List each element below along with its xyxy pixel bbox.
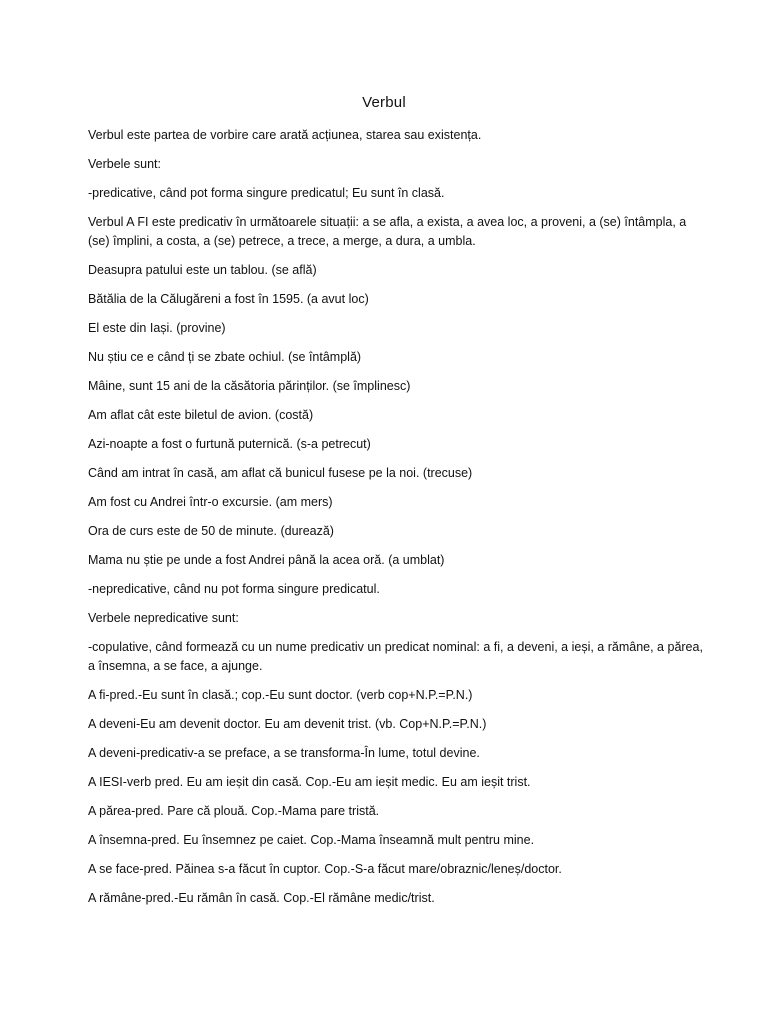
paragraph: Bătălia de la Călugăreni a fost în 1595. (a avut loc) [88, 292, 369, 306]
paragraph: -predicative, când pot forma singure predicatul; Eu sunt în clasă. [88, 186, 445, 200]
paragraph: Azi-noapte a fost o furtună puternică. (s-a petrecut) [88, 437, 371, 451]
document-title: Verbul [362, 94, 406, 111]
paragraph: -copulative, când formează cu un nume predicativ un predicat nominal: a fi, a deveni, a ieși, a rămâne, a părea, a însemna, a se face, a ajunge. [88, 640, 703, 673]
paragraph: Mâine, sunt 15 ani de la căsătoria părinților. (se împlinesc) [88, 379, 411, 393]
paragraph: Verbele nepredicative sunt: [88, 611, 239, 625]
paragraph: A fi-pred.-Eu sunt în clasă.; cop.-Eu sunt doctor. (verb cop+N.P.=P.N.) [88, 688, 473, 702]
paragraph: Deasupra patului este un tablou. (se află) [88, 263, 317, 277]
paragraph: Am fost cu Andrei într-o excursie. (am mers) [88, 495, 333, 509]
paragraph: -nepredicative, când nu pot forma singure predicatul. [88, 582, 380, 596]
paragraph: Ora de curs este de 50 de minute. (durează) [88, 524, 334, 538]
paragraph: Verbul este partea de vorbire care arată acțiunea, starea sau existența. [88, 128, 482, 142]
paragraph: Verbele sunt: [88, 157, 161, 171]
paragraph: A deveni-Eu am devenit doctor. Eu am devenit trist. (vb. Cop+N.P.=P.N.) [88, 717, 487, 731]
paragraph: A IESI-verb pred. Eu am ieșit din casă. Cop.-Eu am ieșit medic. Eu am ieșit trist. [88, 775, 531, 789]
paragraph: Verbul A FI este predicativ în următoarele situații: a se afla, a exista, a avea loc, a proveni, a (se) întâmpla, a (se) împlini, a costa, a (se) petrece, a trece, a merge, a dura, a umbla. [88, 215, 687, 248]
paragraph: Nu știu ce e când ți se zbate ochiul. (se întâmplă) [88, 350, 362, 364]
paragraph: A părea-pred. Pare că plouă. Cop.-Mama pare tristă. [88, 804, 380, 818]
paragraph: A rămâne-pred.-Eu rămân în casă. Cop.-El rămâne medic/trist. [88, 891, 435, 905]
paragraph: Mama nu știe pe unde a fost Andrei până la acea oră. (a umblat) [88, 553, 445, 567]
paragraph: A însemna-pred. Eu însemnez pe caiet. Cop.-Mama înseamnă mult pentru mine. [88, 833, 535, 847]
paragraph: A se face-pred. Păinea s-a făcut în cuptor. Cop.-S-a făcut mare/obraznic/leneș/doctor. [88, 862, 562, 876]
paragraph: A deveni-predicativ-a se preface, a se transforma-În lume, totul devine. [88, 746, 480, 760]
document-body [88, 126, 708, 918]
paragraph: Când am intrat în casă, am aflat că bunicul fusese pe la noi. (trecuse) [88, 466, 473, 480]
paragraph: El este din Iași. (provine) [88, 321, 226, 335]
paragraph: Am aflat cât este biletul de avion. (costă) [88, 408, 314, 422]
